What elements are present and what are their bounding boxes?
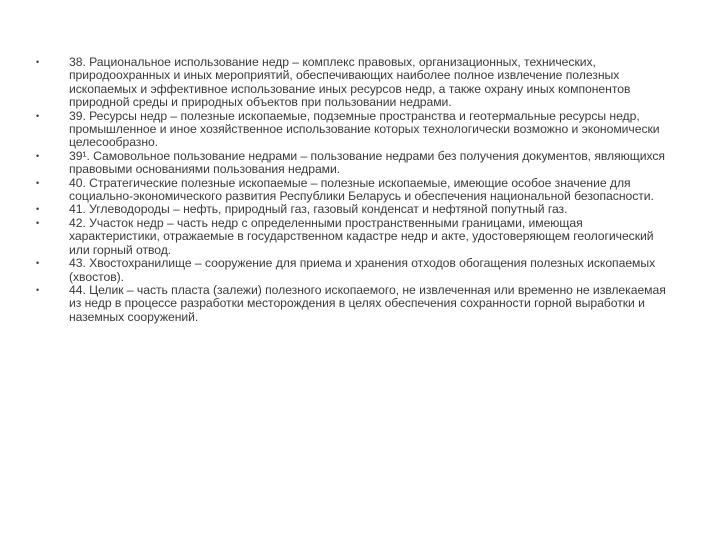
- list-item: [36, 110, 676, 150]
- list-item: [36, 257, 676, 284]
- list-item: [36, 56, 676, 110]
- bullet-icon: •: [36, 110, 40, 121]
- bullet-icon: •: [36, 204, 40, 215]
- definition-text: 44. Целик – часть пласта (залежи) полезного ископаемого, не извлеченная или временно не извлекаемая из недр в процессе разработки месторождения в целях обеспечения сохранности горной выработки и наземных сооружений.: [69, 282, 666, 324]
- bullet-icon: •: [36, 258, 40, 269]
- list-item: [36, 177, 676, 204]
- bullet-icon: •: [36, 284, 40, 295]
- list-item: [36, 284, 676, 324]
- definition-text: 43. Хвостохранилище – сооружение для приема и хранения отходов обогащения полезных ископаемых (хвостов).: [69, 256, 656, 284]
- bullet-icon: •: [36, 217, 40, 228]
- definition-text: 39. Ресурсы недр – полезные ископаемые, подземные пространства и геотермальные ресурсы недр, промышленное и иное хозяйственное использование которых технологически возможно и экономически целесообразно.: [69, 108, 660, 150]
- definition-text: 40. Стратегические полезные ископаемые – полезные ископаемые, имеющие особое значение для социально-экономического развития Республики Беларусь и обеспечения национальной безопасности.: [69, 175, 654, 204]
- bullet-icon: •: [36, 150, 40, 161]
- definition-text: 42. Участок недр – часть недр с определенными пространственными границами, имеющая характеристики, отражаемые в государственном кадастре недр и акте, удостоверяющем геологический или горный отвод.: [69, 215, 654, 257]
- definition-text: 38. Рациональное использование недр – комплекс правовых, организационных, технических, природоохранных и иных мероприятий, обеспечивающих наиболее полное извлечение полезных ископаемых и эффективное использование иных ресурсов недр, а также охрану иных компонентов природной среды и природных объектов при пользовании недрами.: [69, 55, 631, 110]
- bullet-icon: •: [36, 57, 40, 67]
- definition-text: 41. Углеводороды – нефть, природный газ, газовый конденсат и нефтяной попутный газ.: [69, 202, 568, 217]
- list-item: [36, 217, 676, 257]
- list-item: [36, 203, 676, 216]
- list-item: [36, 150, 676, 177]
- bullet-icon: •: [36, 177, 40, 188]
- definition-text: 39¹. Самовольное пользование недрами – пользование недрами без получения документов, являющихся правовыми основаниями пользования недрами.: [69, 148, 665, 177]
- definitions-list: [36, 56, 676, 324]
